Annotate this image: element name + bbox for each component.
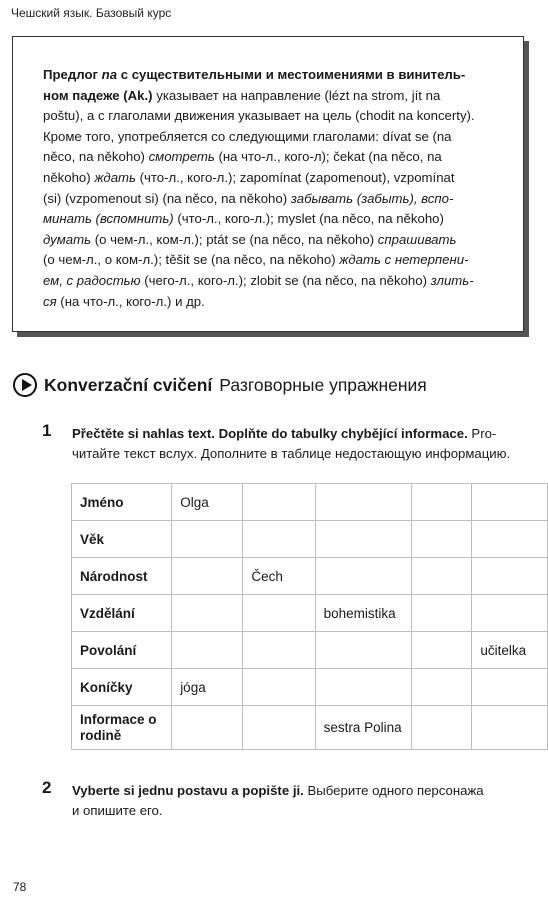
text-segment: ном падеже (Ak.) [43,87,153,103]
text-segment: někoho) [43,169,95,185]
table-cell[interactable] [472,484,548,521]
page-number: 78 [13,880,27,894]
table-cell[interactable] [472,669,548,706]
text-segment: na [101,67,118,82]
section-title-ru: Разговорные упражнения [219,374,427,395]
table-cell[interactable] [243,706,315,750]
row-label: Jméno [72,484,172,521]
text-segment: Vyberte si jednu postavu a popište ji. [72,783,304,798]
exercise-2-instructions [72,781,532,821]
text-line [72,801,532,821]
table-cell[interactable] [411,669,471,706]
table-cell[interactable] [472,595,548,632]
exercise-1-instructions [72,424,532,464]
section-heading [13,372,427,398]
table-cell[interactable] [315,484,411,521]
text-segment: с существительными и местоимениями в винитель- [117,67,466,82]
info-table [71,483,548,750]
text-segment: Pro- [467,426,497,441]
text-segment: poštu), а с глаголами движения указывает на цель (chodit na koncerty). [43,108,475,124]
table-cell[interactable] [472,521,548,558]
text-segment: ждать с нетерпени- [339,252,469,268]
table-row [72,669,548,706]
table-cell[interactable] [411,706,471,750]
text-segment: и опишите его. [72,803,163,818]
table-cell[interactable]: bohemistika [315,595,411,632]
table-cell[interactable] [411,595,471,632]
table-cell[interactable]: Olga [172,484,243,521]
text-segment: (на что-л., кого-л); čekat (na něco, na [214,149,442,165]
text-line [43,127,505,148]
exercise-1-number: 1 [42,421,52,440]
row-label: Vzdělání [72,595,172,632]
table-row [72,595,548,632]
text-segment: смотреть [148,149,215,165]
text-segment: минать (вспомнить) [43,211,174,227]
row-label: Národnost [72,558,172,595]
text-line [43,106,505,127]
table-cell[interactable] [172,632,243,669]
text-segment: (о чем-л., ком-л.); ptát se (na něco, na někoho) [91,231,378,247]
table-cell[interactable]: učitelka [472,632,548,669]
text-line [43,86,505,107]
table-cell[interactable]: Čech [243,558,315,595]
row-label: Koníčky [72,669,172,706]
table-row [72,558,548,595]
text-segment: забывать (забыть), вспо- [290,190,454,206]
table-cell[interactable] [411,484,471,521]
table-cell[interactable] [243,595,315,632]
running-head: Чешский язык. Базовый курс [11,6,172,20]
text-segment: Кроме того, употребляется со следующими глаголами: dívat se (na [43,128,452,144]
row-label: Věk [72,521,172,558]
section-title-cz: Konverzační cvičení [44,374,213,395]
table-row [72,484,548,521]
text-segment: (о чем-л., о ком-л.); těšit se (na něco, na někoho) [43,252,340,268]
table-cell[interactable] [411,558,471,595]
text-segment: злить- [430,272,474,288]
text-line [43,65,505,86]
text-segment: (чего-л., кого-л.); zlobit se (na něco, na někoho) [140,272,431,288]
table-cell[interactable] [172,706,243,750]
table-cell[interactable] [472,706,548,750]
table-cell[interactable] [172,595,243,632]
text-segment: ся [43,293,57,309]
table-cell[interactable] [472,558,548,595]
table-row [72,521,548,558]
text-segment: указывает на направление (lézt na strom, jít na [152,87,441,103]
text-line [43,147,505,168]
text-segment: Выберите одного персонажа [303,783,484,798]
table-row [72,632,548,669]
exercise-2-number: 2 [42,778,52,797]
table-cell[interactable]: sestra Polina [315,706,411,750]
play-icon[interactable] [13,373,37,397]
text-line [43,271,505,292]
text-line [43,168,505,189]
table-cell[interactable] [243,484,315,521]
text-line [43,250,505,271]
text-line [72,424,532,444]
table-cell[interactable] [243,632,315,669]
row-label: Povolání [72,632,172,669]
text-segment: (si) (vzpomenout si) (na něco, na někoho) [43,190,291,206]
text-line [43,292,505,313]
table-cell[interactable] [172,521,243,558]
text-segment: (что-л., кого-л.); zapomínat (zapomenout), vzpomínat [135,169,455,185]
table-cell[interactable] [315,632,411,669]
table-cell[interactable] [315,669,411,706]
table-cell[interactable] [315,558,411,595]
grammar-note-text [43,65,505,312]
text-segment: думать [43,231,92,247]
text-line [43,189,505,210]
table-cell[interactable] [243,669,315,706]
table-cell[interactable] [243,521,315,558]
text-segment: ждать [94,169,136,185]
table-cell[interactable] [411,521,471,558]
text-line [43,230,505,251]
grammar-note-box [12,36,524,332]
table-row [72,706,548,750]
text-segment: (что-л., кого-л.); myslet (na něco, na někoho) [173,211,444,227]
text-segment: Предлог [43,67,102,82]
table-cell[interactable] [172,558,243,595]
text-segment: читайте текст вслух. Дополните в таблице недостающую информацию. [72,446,511,461]
row-label: Informace o rodině [72,706,172,750]
text-segment: спрашивать [377,231,457,247]
table-cell[interactable] [315,521,411,558]
text-line [43,209,505,230]
text-line [72,781,532,801]
table-cell[interactable] [411,632,471,669]
text-segment: ем, с радостью [43,272,141,288]
text-segment: Přečtěte si nahlas text. Doplňte do tabulky chybějící informace. [72,426,468,441]
text-segment: něco, na někoho) [43,149,149,165]
text-line [72,444,532,464]
text-segment: (на что-л., кого-л.) и др. [56,293,205,309]
table-cell[interactable]: jóga [172,669,243,706]
